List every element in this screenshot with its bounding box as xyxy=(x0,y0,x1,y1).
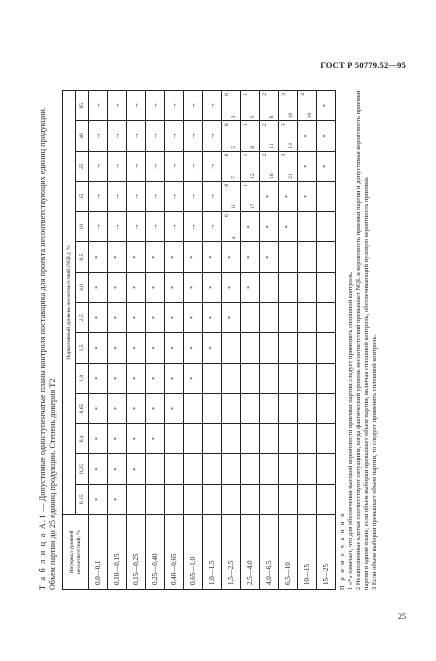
column-header-nql: 25 xyxy=(76,151,89,181)
arrow-right-icon: → xyxy=(165,91,184,121)
arrow-right-icon: → xyxy=(89,121,108,151)
acceptance-number: 0 xyxy=(224,93,230,96)
arrow-right-icon: → xyxy=(165,212,184,242)
acceptance-number: 2 xyxy=(262,93,268,96)
full-inspection-marker: * xyxy=(89,242,108,272)
full-inspection-marker: * xyxy=(241,212,260,242)
full-inspection-marker: * xyxy=(127,303,146,333)
arrow-right-icon: → xyxy=(127,91,146,121)
empty-cell xyxy=(279,303,298,333)
sample-size: 10 xyxy=(307,112,313,119)
column-header-nql: 10 xyxy=(76,212,89,242)
arrow-right-icon: → xyxy=(108,121,127,151)
full-inspection-marker: * xyxy=(184,363,203,393)
empty-cell xyxy=(317,303,336,333)
plan-cell xyxy=(279,91,298,121)
plan-cell xyxy=(241,181,260,211)
arrow-right-icon: → xyxy=(184,151,203,181)
sample-size: 5 xyxy=(231,145,237,149)
full-inspection-marker: * xyxy=(146,363,165,393)
row-interval-label: 0,65—1,0 xyxy=(184,515,203,590)
full-inspection-marker: * xyxy=(222,242,241,272)
plan-cell xyxy=(241,121,260,151)
plan-cell xyxy=(260,121,279,151)
full-inspection-marker: * xyxy=(89,272,108,302)
full-inspection-marker: * xyxy=(203,303,222,333)
full-inspection-marker: * xyxy=(165,272,184,302)
full-inspection-marker: * xyxy=(203,242,222,272)
notes-title: П р и м е ч а н и я xyxy=(339,512,346,590)
acceptance-number: 3 xyxy=(281,93,287,96)
empty-cell xyxy=(203,424,222,454)
plan-cell xyxy=(222,91,241,121)
acceptance-number: 2 xyxy=(262,153,268,157)
column-header-nql: 6,5 xyxy=(76,242,89,272)
empty-cell xyxy=(241,454,260,484)
empty-cell xyxy=(298,484,317,514)
full-inspection-marker: * xyxy=(89,454,108,484)
arrow-right-icon: → xyxy=(89,181,108,211)
table-caption-text: — Допустимые одноступенчатые планы контроля поставщика для проекта несоответствующих единиц продукции. Объем партии до 25 единиц продукции. Степень доверия Т2 xyxy=(38,106,57,590)
table-row xyxy=(222,91,241,590)
arrow-right-icon: → xyxy=(108,181,127,211)
full-inspection-marker: * xyxy=(298,181,317,211)
empty-cell xyxy=(203,484,222,514)
row-interval-label: 0,25—0,40 xyxy=(146,515,165,590)
plan-cell xyxy=(241,151,260,181)
sample-size: 7 xyxy=(231,176,237,179)
empty-cell xyxy=(260,454,279,484)
plan-cell xyxy=(241,91,260,121)
full-inspection-marker: * xyxy=(184,333,203,363)
table-row xyxy=(298,91,317,590)
column-header-nql: 2,5 xyxy=(76,303,89,333)
full-inspection-marker: * xyxy=(317,91,336,121)
empty-cell xyxy=(317,363,336,393)
empty-cell xyxy=(279,454,298,484)
full-inspection-marker: * xyxy=(108,242,127,272)
column-header-nql: 1,0 xyxy=(76,363,89,393)
full-inspection-marker: * xyxy=(127,363,146,393)
column-header-nql: 0,25 xyxy=(76,454,89,484)
arrow-right-icon: → xyxy=(165,151,184,181)
empty-cell xyxy=(317,212,336,242)
row-interval-label: 2,5—4,0 xyxy=(241,515,260,590)
full-inspection-marker: * xyxy=(165,242,184,272)
empty-cell xyxy=(260,303,279,333)
empty-cell xyxy=(184,424,203,454)
full-inspection-marker: * xyxy=(184,242,203,272)
acceptance-number: 0 xyxy=(224,214,230,217)
full-inspection-marker: * xyxy=(146,272,165,302)
full-inspection-marker: * xyxy=(279,181,298,211)
plan-cell xyxy=(279,121,298,151)
table-row xyxy=(317,91,336,590)
empty-cell xyxy=(260,363,279,393)
table-body xyxy=(89,91,336,590)
arrow-right-icon: → xyxy=(203,91,222,121)
empty-cell xyxy=(184,484,203,514)
full-inspection-marker: * xyxy=(241,242,260,272)
full-inspection-marker: * xyxy=(222,303,241,333)
full-inspection-marker: * xyxy=(108,303,127,333)
column-header-nql: 0,65 xyxy=(76,393,89,423)
empty-cell xyxy=(222,333,241,363)
full-inspection-marker: * xyxy=(127,333,146,363)
full-inspection-marker: * xyxy=(146,333,165,363)
notes-block xyxy=(339,90,379,590)
empty-cell xyxy=(203,454,222,484)
full-inspection-marker: * xyxy=(260,212,279,242)
full-inspection-marker: * xyxy=(127,393,146,423)
full-inspection-marker: * xyxy=(298,121,317,151)
sample-size: 11 xyxy=(231,203,237,210)
empty-cell xyxy=(222,484,241,514)
empty-cell xyxy=(165,454,184,484)
empty-cell xyxy=(298,454,317,484)
column-header-nql: 65 xyxy=(76,91,89,121)
empty-cell xyxy=(260,484,279,514)
acceptance-number: 1 xyxy=(243,93,249,96)
note-item: 2 Незаполненные клетки соответствуют ситуациям, когда фактический уровень несоответствий превышает NQL и вероятность приемки партии и допустимая вероятность приемки партии в одном плане, если объем выборки превышает объем партии, включая сплошной контроль, обеспечивающий нулевую вероятность приемки. xyxy=(355,90,370,590)
full-inspection-marker: * xyxy=(89,484,108,514)
empty-cell xyxy=(317,333,336,363)
empty-cell xyxy=(279,333,298,363)
full-inspection-marker: * xyxy=(165,393,184,423)
full-inspection-marker: * xyxy=(203,272,222,302)
group-header-cell: Нормативный уровень несоответствий (NQL), % xyxy=(63,91,76,515)
empty-cell xyxy=(241,424,260,454)
empty-cell xyxy=(184,393,203,423)
plan-cell xyxy=(222,151,241,181)
row-interval-label: 1,0—1,5 xyxy=(203,515,222,590)
sample-size: 3 xyxy=(231,115,237,119)
full-inspection-marker: * xyxy=(260,242,279,272)
full-inspection-marker: * xyxy=(146,393,165,423)
empty-cell xyxy=(298,303,317,333)
rotated-content xyxy=(38,90,383,590)
empty-cell xyxy=(260,393,279,423)
full-inspection-marker: * xyxy=(108,393,127,423)
acceptance-number: 0 xyxy=(224,123,230,127)
empty-cell xyxy=(146,454,165,484)
table-caption-label: Т а б л и ц а А.1 xyxy=(38,513,47,590)
full-inspection-marker: * xyxy=(108,484,127,514)
table-row xyxy=(279,91,298,590)
acceptance-number: 1 xyxy=(243,153,249,157)
arrow-right-icon: → xyxy=(89,212,108,242)
full-inspection-marker: * xyxy=(203,333,222,363)
table-row xyxy=(203,91,222,590)
empty-cell xyxy=(260,424,279,454)
acceptance-number: 3 xyxy=(281,123,287,127)
plan-cell xyxy=(222,181,241,211)
arrow-right-icon: → xyxy=(165,181,184,211)
table-row xyxy=(146,91,165,590)
plan-cell xyxy=(279,151,298,181)
acceptance-number: 0 xyxy=(224,183,230,187)
arrow-right-icon: → xyxy=(89,151,108,181)
empty-cell xyxy=(279,393,298,423)
acceptance-number: 4 xyxy=(300,93,306,96)
full-inspection-marker: * xyxy=(89,333,108,363)
arrow-right-icon: → xyxy=(108,151,127,181)
empty-cell xyxy=(317,454,336,484)
sample-size: 6 xyxy=(269,115,275,119)
acceptance-number: 3 xyxy=(281,153,287,157)
empty-cell xyxy=(165,484,184,514)
column-header-nql: 1,5 xyxy=(76,333,89,363)
sample-size: 17 xyxy=(250,203,256,210)
full-inspection-marker: * xyxy=(108,424,127,454)
full-inspection-marker: * xyxy=(89,363,108,393)
full-inspection-marker: * xyxy=(279,212,298,242)
empty-cell xyxy=(279,424,298,454)
empty-cell xyxy=(279,363,298,393)
full-inspection-marker: * xyxy=(165,333,184,363)
column-header-nql: 15 xyxy=(76,181,89,211)
full-inspection-marker: * xyxy=(184,303,203,333)
full-inspection-marker: * xyxy=(298,151,317,181)
arrow-right-icon: → xyxy=(127,181,146,211)
full-inspection-marker: * xyxy=(222,272,241,302)
sample-size: 10 xyxy=(288,112,294,119)
arrow-right-icon: → xyxy=(89,91,108,121)
empty-cell xyxy=(241,303,260,333)
row-interval-label: 0,15—0,25 xyxy=(127,515,146,590)
full-inspection-marker: * xyxy=(108,272,127,302)
empty-cell xyxy=(241,393,260,423)
sample-size: 21 xyxy=(288,173,294,179)
table-row xyxy=(108,91,127,590)
empty-cell xyxy=(298,272,317,302)
arrow-right-icon: → xyxy=(146,181,165,211)
arrow-right-icon: → xyxy=(184,121,203,151)
empty-cell xyxy=(317,242,336,272)
arrow-right-icon: → xyxy=(203,121,222,151)
sample-size: 11 xyxy=(269,143,275,149)
arrow-right-icon: → xyxy=(184,91,203,121)
empty-cell xyxy=(317,272,336,302)
full-inspection-marker: * xyxy=(260,181,279,211)
arrow-right-icon: → xyxy=(203,151,222,181)
full-inspection-marker: * xyxy=(108,363,127,393)
column-header-nql: 0,4 xyxy=(76,424,89,454)
full-inspection-marker: * xyxy=(317,121,336,151)
standard-code: ГОСТ Р 50779.52—95 xyxy=(320,60,406,70)
empty-cell xyxy=(146,484,165,514)
empty-cell xyxy=(222,393,241,423)
sample-size: 8 xyxy=(250,145,256,149)
column-header-nql: 4,0 xyxy=(76,272,89,302)
arrow-right-icon: → xyxy=(108,212,127,242)
plan-cell xyxy=(298,91,317,121)
row-interval-label: 4,0—6,5 xyxy=(260,515,279,590)
table-row xyxy=(260,91,279,590)
full-inspection-marker: * xyxy=(184,272,203,302)
sample-size: 16 xyxy=(269,173,275,179)
row-interval-label: 6,5—10 xyxy=(279,515,298,590)
table-row xyxy=(127,91,146,590)
empty-cell xyxy=(260,272,279,302)
full-inspection-marker: * xyxy=(317,151,336,181)
empty-cell xyxy=(165,424,184,454)
row-interval-label: 10—15 xyxy=(298,515,317,590)
full-inspection-marker: * xyxy=(127,424,146,454)
note-item: 1 «*» означает, что для обеспечения высокой вероятности приемки партии следует применять сплошной контроль. xyxy=(347,271,354,590)
full-inspection-marker: * xyxy=(127,242,146,272)
arrow-right-icon: → xyxy=(108,91,127,121)
column-header-nql: 0,15 xyxy=(76,484,89,514)
full-inspection-marker: * xyxy=(241,272,260,302)
empty-cell xyxy=(222,363,241,393)
empty-cell xyxy=(203,363,222,393)
full-inspection-marker: * xyxy=(146,424,165,454)
row-interval-label: 0,0—0,1 xyxy=(89,515,108,590)
column-header-nql: 40 xyxy=(76,121,89,151)
table-row xyxy=(89,91,108,590)
empty-cell xyxy=(298,212,317,242)
arrow-right-icon: → xyxy=(127,151,146,181)
sample-size: 5 xyxy=(250,115,256,119)
arrow-right-icon: → xyxy=(146,121,165,151)
acceptance-number: 0 xyxy=(224,153,230,157)
empty-cell xyxy=(298,424,317,454)
full-inspection-marker: * xyxy=(89,393,108,423)
empty-cell xyxy=(222,424,241,454)
arrow-right-icon: → xyxy=(146,91,165,121)
full-inspection-marker: * xyxy=(146,303,165,333)
sampling-plan-table xyxy=(62,90,336,590)
arrow-right-icon: → xyxy=(203,212,222,242)
full-inspection-marker: * xyxy=(89,424,108,454)
empty-cell xyxy=(317,484,336,514)
row-interval-label: 0,10—0,15 xyxy=(108,515,127,590)
arrow-right-icon: → xyxy=(184,181,203,211)
row-interval-label: 0,40—0,65 xyxy=(165,515,184,590)
full-inspection-marker: * xyxy=(146,242,165,272)
full-inspection-marker: * xyxy=(165,303,184,333)
sample-size: 4 xyxy=(231,236,237,240)
plan-cell xyxy=(260,91,279,121)
plan-cell xyxy=(260,151,279,181)
full-inspection-marker: * xyxy=(165,363,184,393)
acceptance-number: 1 xyxy=(243,123,249,127)
arrow-right-icon: → xyxy=(165,121,184,151)
empty-cell xyxy=(317,393,336,423)
note-item: 3 Если объем выборки превышает объем партии, то следует применять сплошной контроль. xyxy=(371,334,378,590)
arrow-right-icon: → xyxy=(127,121,146,151)
empty-cell xyxy=(298,393,317,423)
empty-cell xyxy=(203,393,222,423)
full-inspection-marker: * xyxy=(89,303,108,333)
full-inspection-marker: * xyxy=(108,333,127,363)
empty-cell xyxy=(241,484,260,514)
table-row xyxy=(165,91,184,590)
empty-cell xyxy=(279,484,298,514)
sample-size: 12 xyxy=(250,173,256,179)
empty-cell xyxy=(260,333,279,363)
empty-cell xyxy=(241,363,260,393)
table-row xyxy=(184,91,203,590)
arrow-right-icon: → xyxy=(146,151,165,181)
empty-cell xyxy=(222,454,241,484)
empty-cell xyxy=(317,424,336,454)
empty-cell xyxy=(184,454,203,484)
row-interval-label: 15—25 xyxy=(317,515,336,590)
empty-cell xyxy=(241,333,260,363)
empty-cell xyxy=(279,242,298,272)
full-inspection-marker: * xyxy=(127,272,146,302)
plan-cell xyxy=(222,121,241,151)
arrow-right-icon: → xyxy=(127,212,146,242)
plan-cell xyxy=(222,212,241,242)
empty-cell xyxy=(298,363,317,393)
empty-cell xyxy=(279,272,298,302)
page-number: 25 xyxy=(398,612,406,621)
acceptance-number: 2 xyxy=(262,123,268,127)
arrow-right-icon: → xyxy=(184,212,203,242)
arrow-right-icon: → xyxy=(203,181,222,211)
empty-cell xyxy=(317,181,336,211)
full-inspection-marker: * xyxy=(108,454,127,484)
table-row xyxy=(241,91,260,590)
sample-size: 13 xyxy=(288,143,294,149)
empty-cell xyxy=(127,484,146,514)
row-header-cell: Интервал уровней несоответствий, % xyxy=(63,515,89,590)
full-inspection-marker: * xyxy=(127,454,146,484)
acceptance-number: 1 xyxy=(243,183,249,187)
empty-cell xyxy=(298,333,317,363)
row-interval-label: 1,5—2,5 xyxy=(222,515,241,590)
empty-cell xyxy=(298,242,317,272)
table-caption xyxy=(38,90,58,590)
arrow-right-icon: → xyxy=(146,212,165,242)
